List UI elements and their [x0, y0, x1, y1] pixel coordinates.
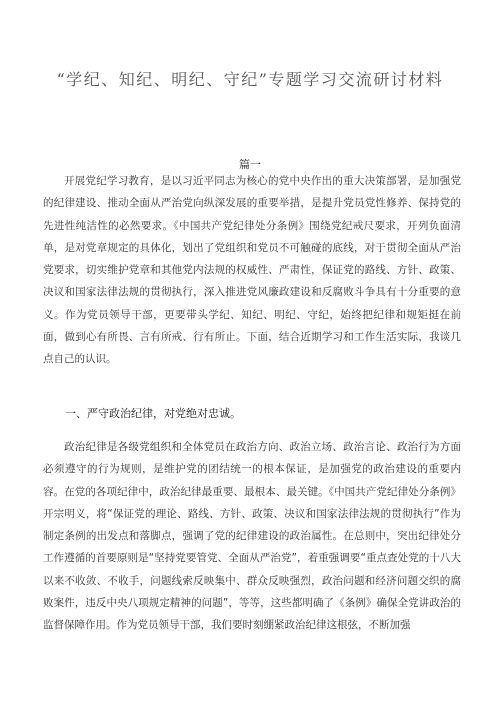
section-heading: 篇一 — [239, 158, 261, 171]
sub-heading: 一、严守政治纪律，对党绝对忠诚。 — [65, 407, 241, 420]
body-paragraph: 开展党纪学习教育，是以习近平同志为核心的党中央作出的重大决策部署，是加强党的纪律建设、推动全面从严治党向纵深发展的重要举措，是提升党员党性修养、保持党的先进性纯洁性的必然要求。《中国共产党纪律处分条例》围绕党纪戒尺要求，开列负面清单，是对党章规定的具体化，划出了党组织和党员不可触碰的底线，对于贯彻全面从严治党要求，切实维护党章和其他党内法规的权威性、严肃性，保证党的路线、方针、政策、决议和国家法律法规的贯彻执行，深入推进党风廉政建设和反腐败斗争具有十分重要的意义。作为党员领导干部，更要带头学纪、知纪、明纪、守纪，始终把纪律和规矩挺在前面，做到心有所畏、言有所戒、行有所止。下面，结合近期学习和工作生活实际，我谈几点自己的认识。 — [43, 175, 461, 366]
body-paragraph: 政治纪律是各级党组织和全体党员在政治方向、政治立场、政治言论、政治行为方面必须遵守的行为规则，是维护党的团结统一的根本保证，是加强党的政治建设的重要内容。在党的各项纪律中，政治纪律最重要、最根本、最关键。《中国共产党纪律处分条例》开宗明义，将“保证党的理论、路线、方针、政策、决议和国家法律法规的贯彻执行”作为制定条例的出发点和落脚点，强调了党的纪律建设的政治属性。在总则中，突出纪律处分工作遵循的首要原则是“坚持党要管党、全面从严治党”，着重强调要“重点查处党的十八大以来不收敛、不收手，问题线索反映集中、群众反映强烈，政治问题和经济问题交织的腐败案件，违反中央八项规定精神的问题”，等等，这些都明确了《条例》确保全党讲政治的监督保障作用。作为党员领导干部，我们要时刻绷紧政治纪律这根弦，不断加强 — [43, 441, 461, 632]
document-title: “学纪、知纪、明纪、守纪”专题学习交流研讨材料 — [56, 70, 444, 89]
